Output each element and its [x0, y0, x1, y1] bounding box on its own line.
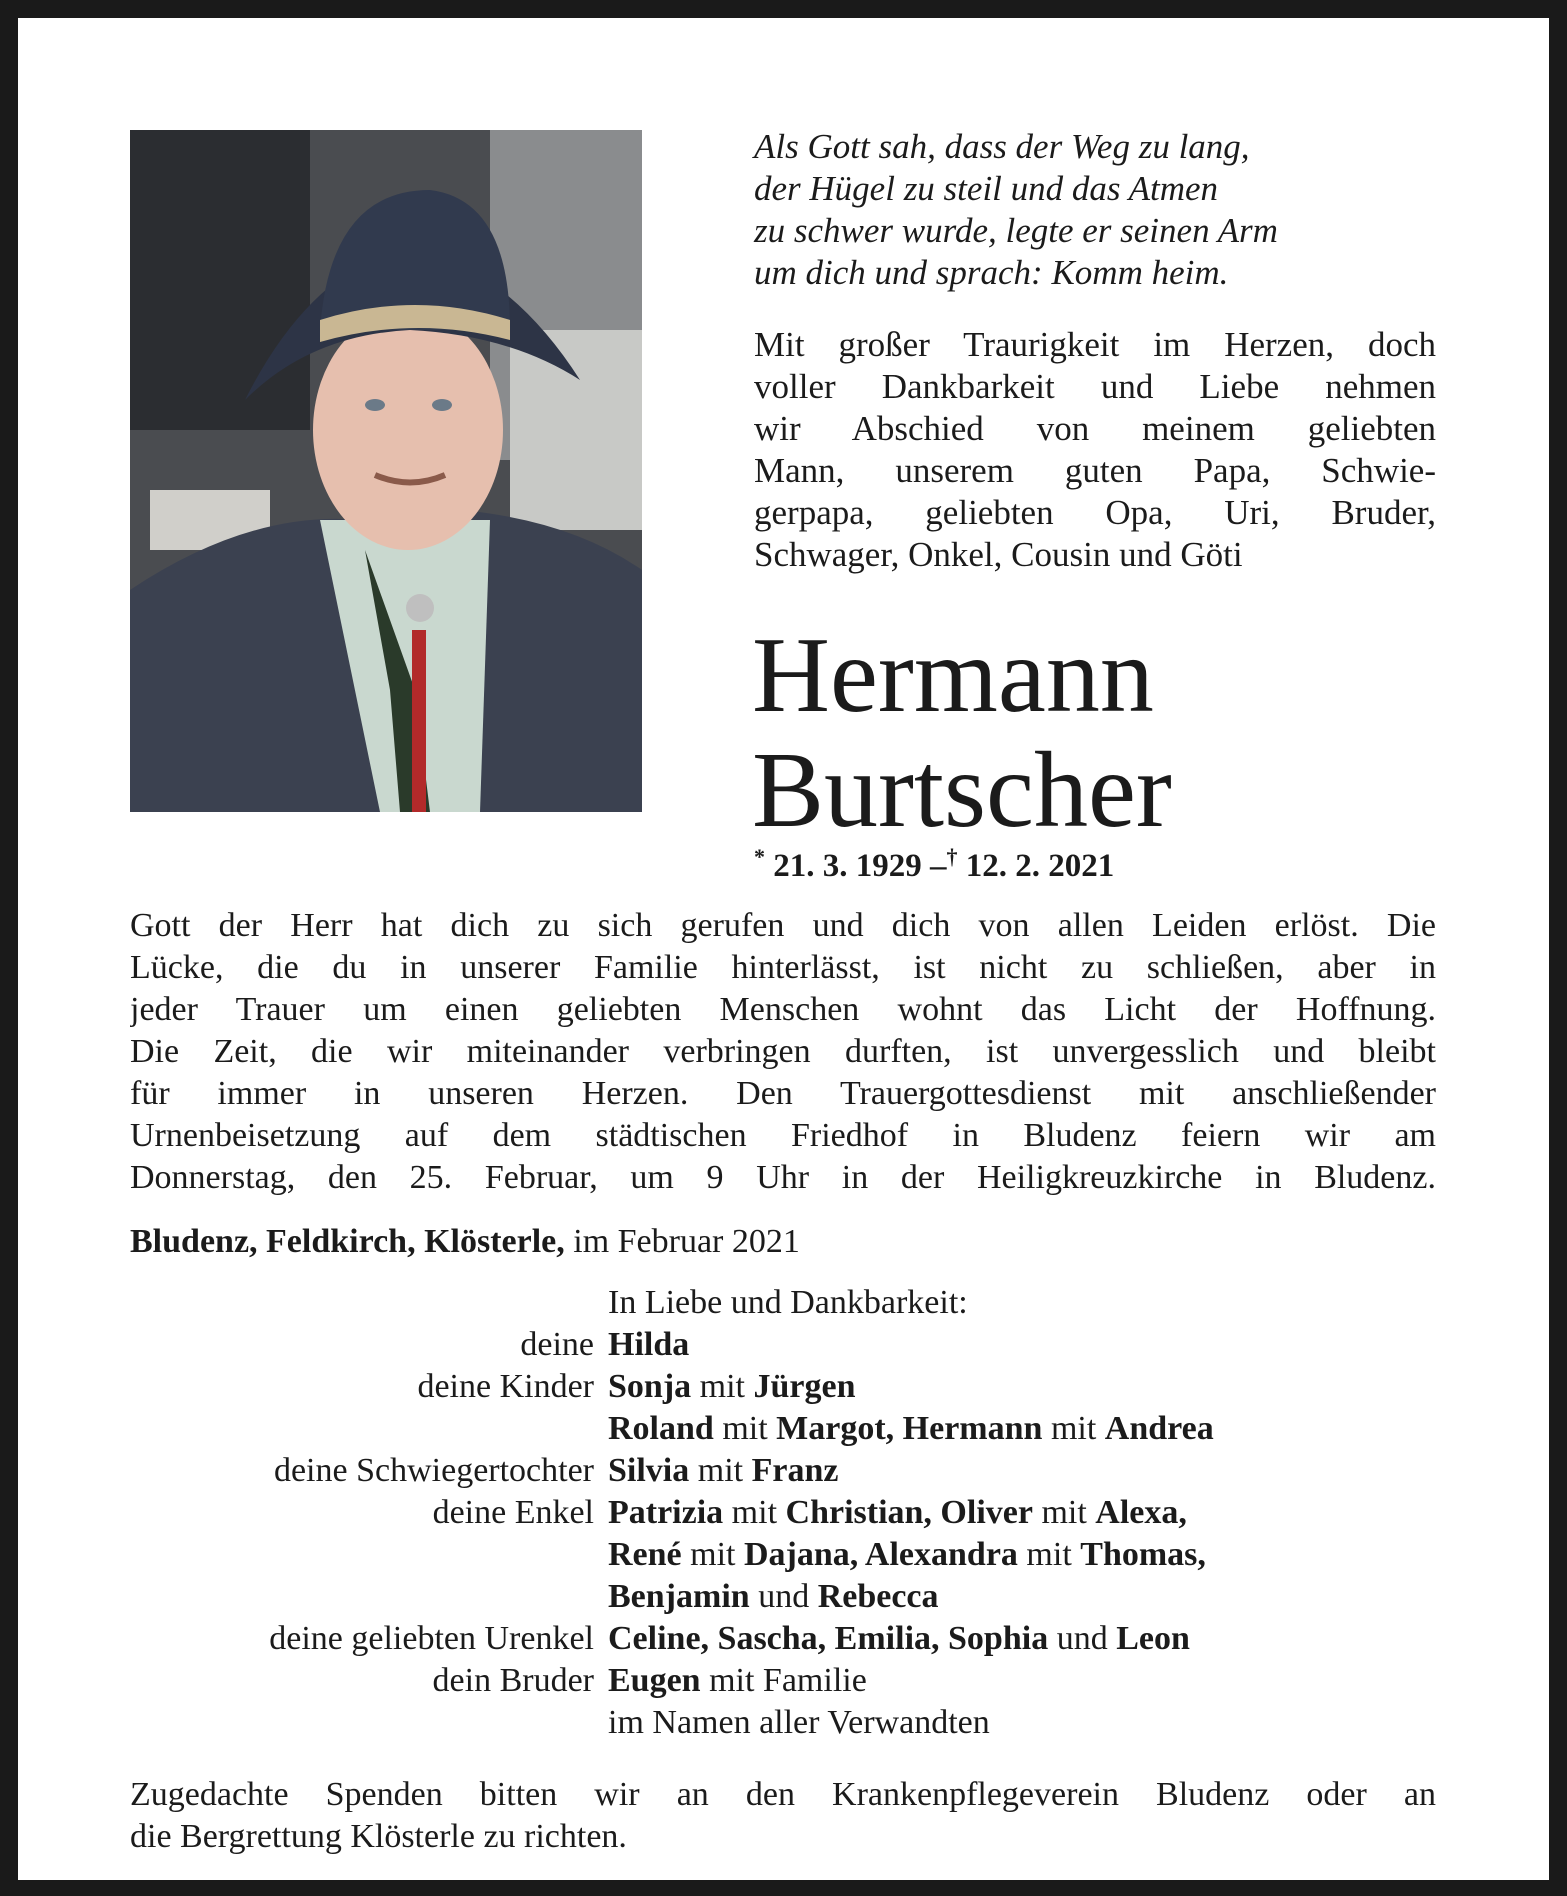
connector-text: und: [749, 1578, 818, 1615]
portrait-photo: [130, 130, 642, 812]
intro-line: gerpapa, geliebten Opa, Uri, Bruder,: [754, 493, 1436, 532]
family-row: [130, 1366, 1470, 1408]
family-names: [608, 1534, 1206, 1576]
first-name: Hermann: [752, 616, 1154, 735]
death-symbol: †: [946, 844, 958, 869]
life-dates: [754, 844, 1114, 885]
relation-label: deine geliebten Urenkel: [269, 1620, 594, 1657]
family-names: [608, 1660, 867, 1702]
body-line: Urnenbeisetzung auf dem städtischen Friedhof in Bludenz feiern wir am: [130, 1117, 1436, 1154]
intro-line: Mit großer Traurigkeit im Herzen, doch: [754, 325, 1436, 364]
family-names: [608, 1324, 689, 1366]
family-member-name: Dajana, Alexandra: [744, 1536, 1018, 1573]
connector-text: und: [1048, 1620, 1117, 1657]
family-member-name: Patrizia: [608, 1494, 724, 1531]
thanks-heading: In Liebe und Dankbarkeit:: [608, 1284, 968, 1321]
body-paragraph: [130, 905, 1436, 1199]
family-row: [130, 1408, 1470, 1450]
body-line: für immer in unseren Herzen. Den Trauergottesdienst mit anschließender: [130, 1075, 1436, 1112]
connector-text: im Namen aller Verwandten: [608, 1704, 990, 1741]
family-member-name: Thomas,: [1080, 1536, 1206, 1573]
family-member-name: René: [608, 1536, 682, 1573]
donations-line: die Bergrettung Klösterle zu richten.: [130, 1818, 627, 1855]
family-member-name: Eugen: [608, 1662, 701, 1699]
family-row: [130, 1324, 1470, 1366]
poem: [754, 126, 1454, 294]
connector-text: mit: [691, 1368, 754, 1405]
death-date: 12. 2. 2021: [965, 848, 1115, 884]
family-names: [608, 1366, 855, 1408]
family-row: [130, 1576, 1470, 1618]
family-row: [130, 1450, 1470, 1492]
intro-paragraph: [754, 324, 1436, 576]
place-towns: Bludenz, Feldkirch, Klösterle,: [130, 1223, 565, 1260]
relation-label: deine Kinder: [417, 1368, 594, 1405]
family-list: [130, 1324, 1470, 1744]
family-names: [608, 1618, 1190, 1660]
connector-text: mit: [681, 1536, 744, 1573]
poem-line: Als Gott sah, dass der Weg zu lang,: [754, 127, 1250, 166]
poem-line: der Hügel zu steil und das Atmen: [754, 169, 1219, 208]
connector-text: mit: [1042, 1410, 1105, 1447]
connector-text: mit: [723, 1494, 786, 1531]
family-names: [608, 1492, 1187, 1534]
family-names: [608, 1702, 990, 1744]
family-member-name: Hilda: [608, 1326, 690, 1363]
family-member-name: Christian, Oliver: [785, 1494, 1033, 1531]
relation-label: deine Schwiegertochter: [273, 1452, 594, 1489]
family-member-name: Rebecca: [817, 1578, 939, 1615]
family-member-name: Sonja: [608, 1368, 692, 1405]
family-member-name: Franz: [751, 1452, 839, 1489]
intro-line: voller Dankbarkeit und Liebe nehmen: [754, 367, 1436, 406]
family-member-name: Benjamin: [608, 1578, 750, 1615]
family-member-name: Silvia: [608, 1452, 690, 1489]
relation-label: [130, 1534, 608, 1576]
poem-line: um dich und sprach: Komm heim.: [754, 253, 1229, 292]
connector-text: mit: [689, 1452, 752, 1489]
family-row: [130, 1492, 1470, 1534]
obituary-notice: [18, 18, 1549, 1880]
body-line: Lücke, die du in unserer Familie hinterlässt, ist nicht zu schließen, aber in: [130, 949, 1436, 986]
family-row: [130, 1660, 1470, 1702]
deceased-name: [752, 618, 1172, 848]
family-names: [608, 1450, 838, 1492]
family-member-name: Andrea: [1104, 1410, 1214, 1447]
relation-label: [130, 1576, 608, 1618]
body-line: jeder Trauer um einen geliebten Menschen wohnt das Licht der Hoffnung.: [130, 991, 1436, 1028]
intro-line: Mann, unserem guten Papa, Schwie-: [754, 451, 1436, 490]
family-member-name: Jürgen: [753, 1368, 856, 1405]
family-member-name: Roland: [608, 1410, 714, 1447]
connector-text: mit: [1032, 1494, 1096, 1531]
birth-date: 21. 3. 1929: [773, 848, 922, 884]
connector-text: mit Familie: [700, 1662, 867, 1699]
donations-line: Zugedachte Spenden bitten wir an den Krankenpflegeverein Bludenz oder an: [130, 1776, 1436, 1813]
family-member-name: Margot, Hermann: [776, 1410, 1043, 1447]
intro-line: wir Abschied von meinem geliebten: [754, 409, 1436, 448]
last-name: Burtscher: [752, 731, 1172, 850]
connector-text: mit: [1017, 1536, 1081, 1573]
relation-label: [130, 1702, 608, 1744]
relation-label: deine: [520, 1326, 594, 1363]
family-names: [608, 1408, 1214, 1450]
poem-line: zu schwer wurde, legte er seinen Arm: [754, 211, 1278, 250]
intro-line: Schwager, Onkel, Cousin und Göti: [754, 535, 1243, 574]
family-row: [130, 1702, 1470, 1744]
date-dash: –: [930, 848, 947, 884]
family-member-name: Leon: [1116, 1620, 1190, 1657]
place-month: im Februar 2021: [564, 1223, 800, 1260]
family-member-name: Alexa,: [1095, 1494, 1187, 1531]
body-line: Gott der Herr hat dich zu sich gerufen und dich von allen Leiden erlöst. Die: [130, 907, 1436, 944]
donations-note: [130, 1774, 1436, 1858]
body-line: Donnerstag, den 25. Februar, um 9 Uhr in der Heiligkreuzkirche in Bludenz.: [130, 1159, 1436, 1196]
family-member-name: Celine, Sascha, Emilia, Sophia: [608, 1620, 1049, 1657]
family-names: [608, 1576, 939, 1618]
body-line: Die Zeit, die wir miteinander verbringen durften, ist unvergesslich und bleibt: [130, 1033, 1436, 1070]
relation-label: [130, 1408, 608, 1450]
family-row: [130, 1534, 1470, 1576]
family-row: [130, 1618, 1470, 1660]
relation-label: dein Bruder: [432, 1662, 594, 1699]
birth-symbol: *: [754, 844, 765, 869]
connector-text: mit: [713, 1410, 777, 1447]
relation-label: deine Enkel: [432, 1494, 594, 1531]
place-date: [130, 1221, 800, 1263]
